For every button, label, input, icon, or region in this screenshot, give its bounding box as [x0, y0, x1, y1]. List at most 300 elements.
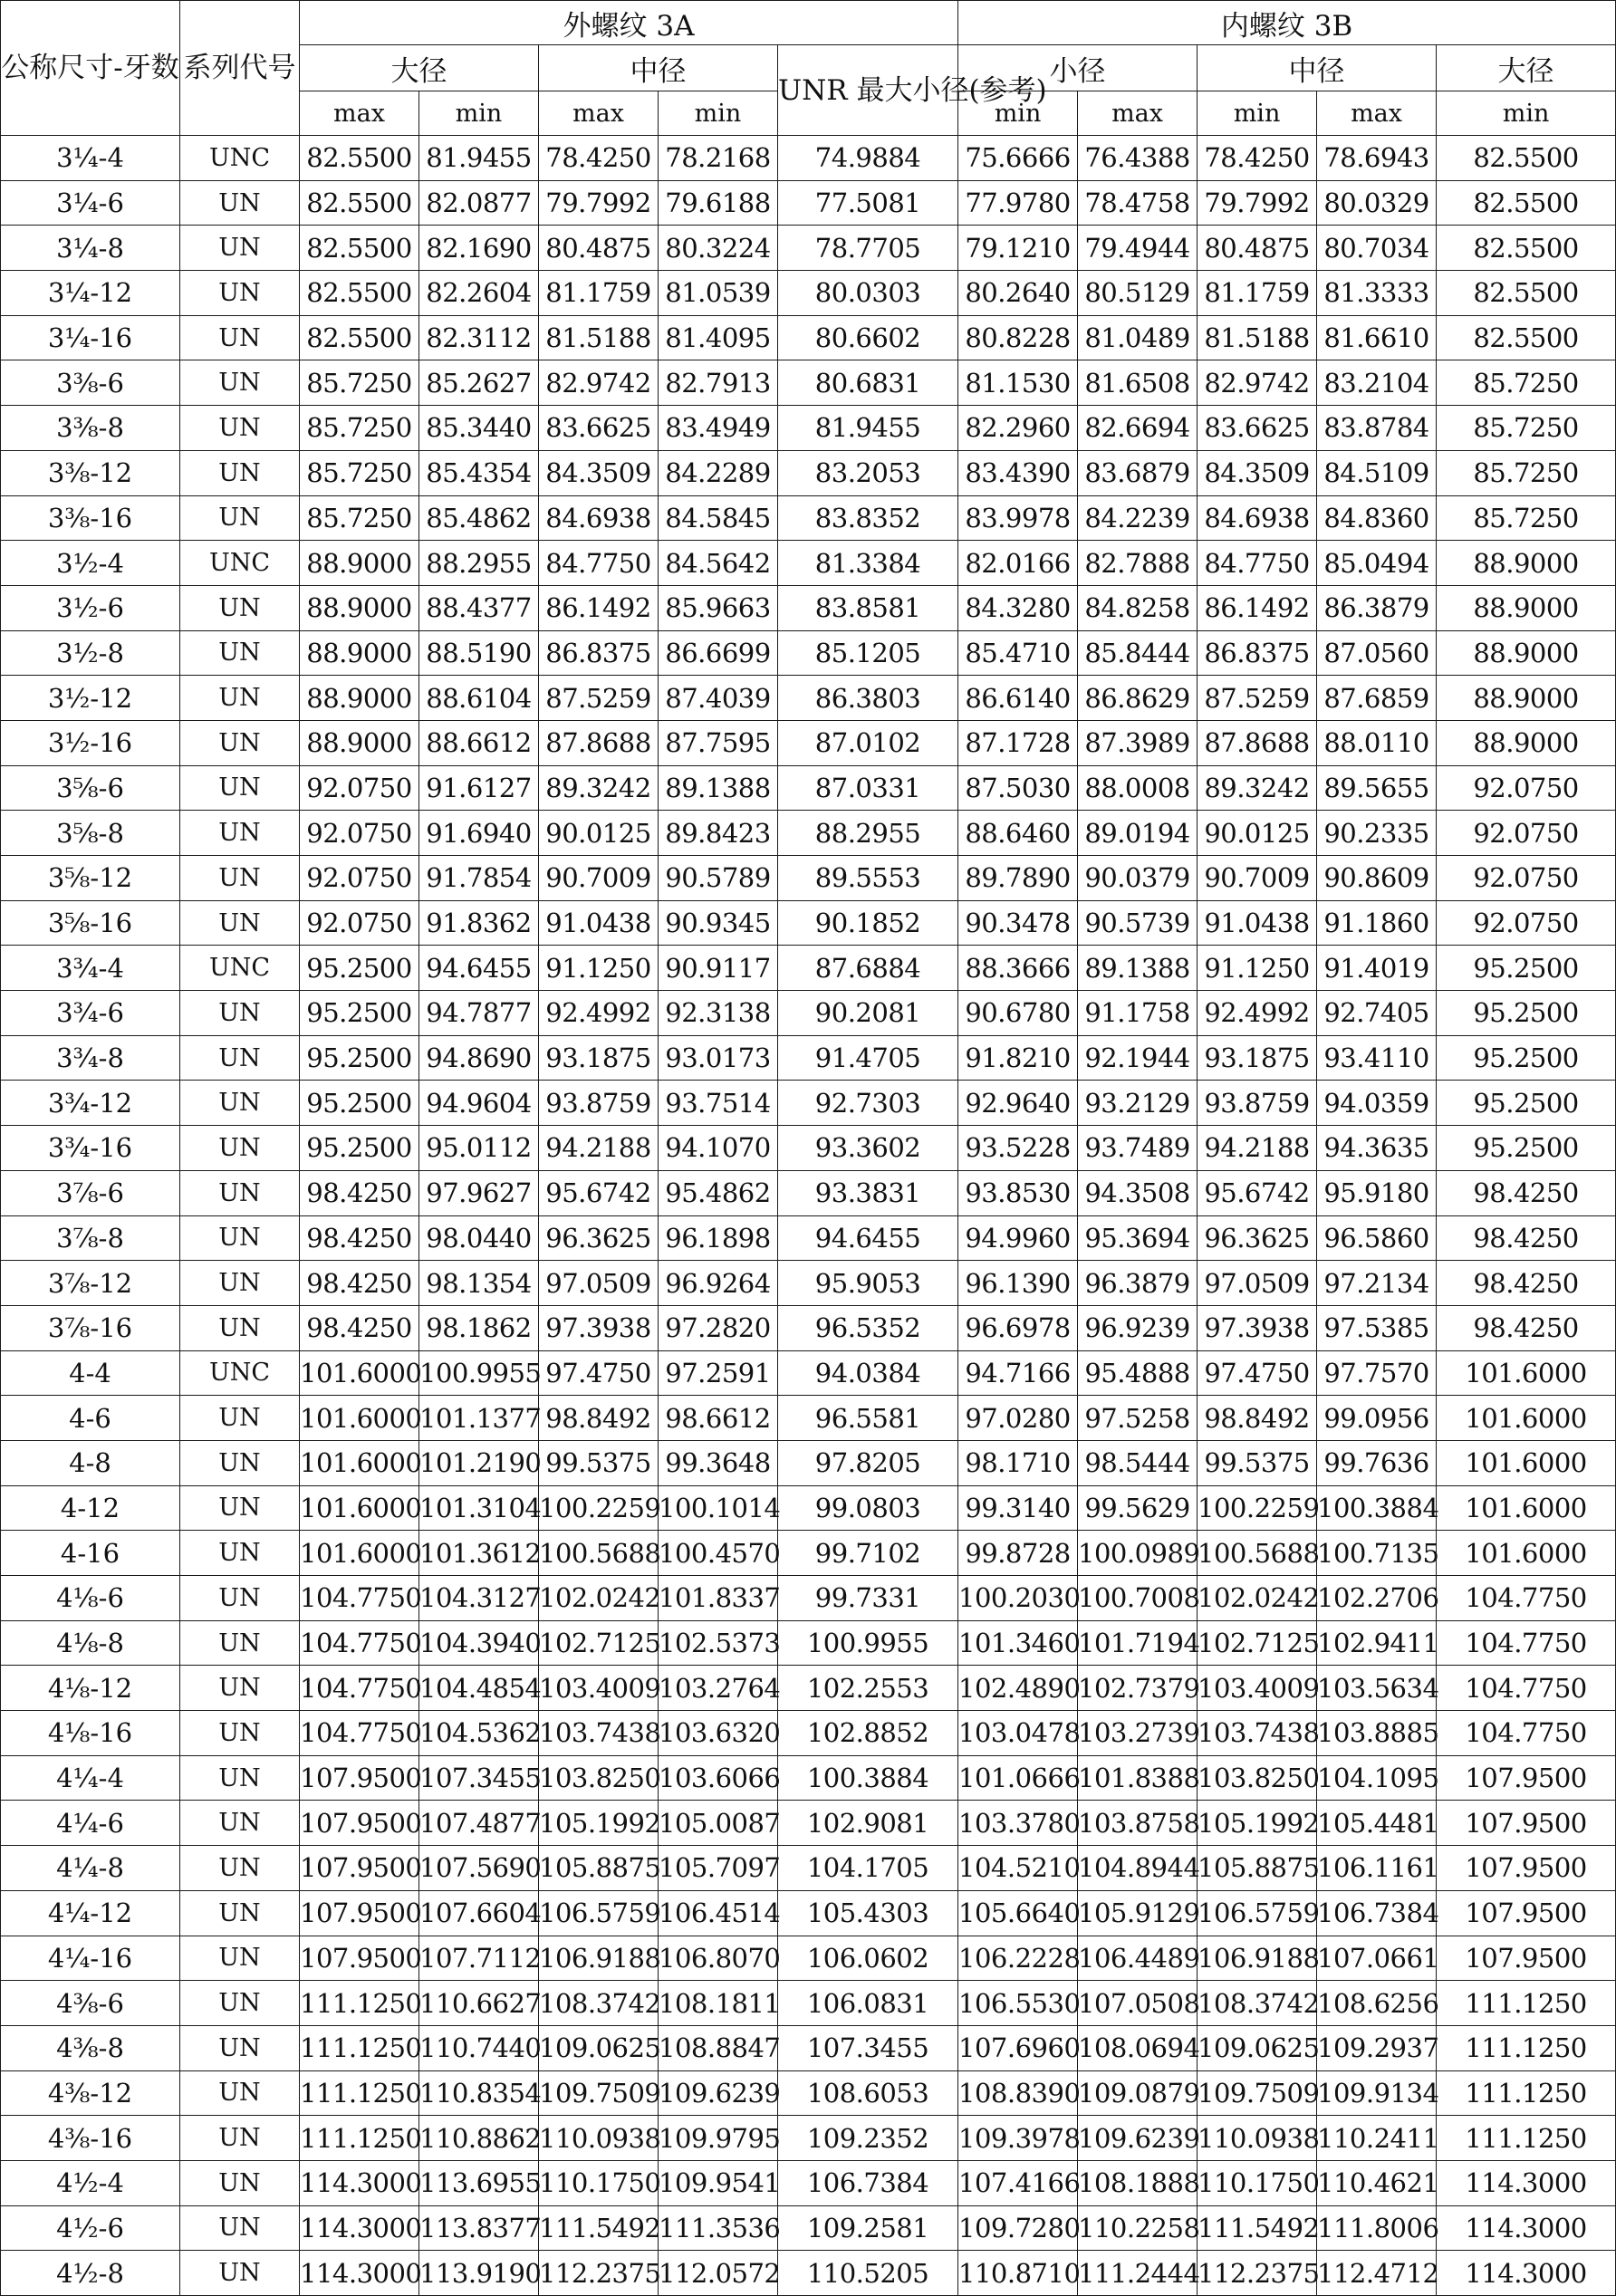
cell-ext-major-min: 107.4877: [419, 1801, 539, 1846]
cell-ext-pitch-min: 81.4095: [659, 315, 778, 360]
cell-int-minor-max: 101.7194: [1078, 1620, 1198, 1666]
cell-ext-major-min: 82.3112: [419, 315, 539, 360]
table-row: [1, 2205, 1616, 2251]
cell-ext-major-min: 104.3940: [419, 1620, 539, 1666]
cell-ext-pitch-min: 103.2764: [659, 1666, 778, 1711]
cell-ext-major-min: 104.3127: [419, 1576, 539, 1621]
cell-int-major-min: 101.6000: [1437, 1440, 1616, 1485]
cell-ext-major-max: 98.4250: [300, 1170, 419, 1215]
cell-ext-pitch-max: 97.3938: [539, 1305, 659, 1350]
cell-int-minor-max: 108.0694: [1078, 2025, 1198, 2070]
cell-ext-pitch-min: 109.9795: [659, 2116, 778, 2161]
cell-size: 3⅞-8: [1, 1215, 180, 1261]
cell-unr-minor-max: 102.2553: [778, 1666, 958, 1711]
table-body: [1, 136, 1616, 2296]
cell-int-minor-max: 79.4944: [1078, 226, 1198, 271]
cell-series: UN: [180, 1081, 300, 1126]
cell-int-minor-min: 98.1710: [958, 1440, 1078, 1485]
cell-unr-minor-max: 83.8581: [778, 585, 958, 630]
cell-unr-minor-max: 110.5205: [778, 2251, 958, 2296]
cell-int-minor-min: 102.4890: [958, 1666, 1078, 1711]
cell-ext-pitch-max: 84.3509: [539, 450, 659, 495]
cell-ext-pitch-max: 103.8250: [539, 1755, 659, 1801]
cell-int-minor-min: 99.3140: [958, 1485, 1078, 1531]
cell-int-minor-max: 76.4388: [1078, 136, 1198, 181]
cell-int-pitch-min: 83.6625: [1198, 406, 1317, 451]
cell-int-pitch-min: 94.2188: [1198, 1126, 1317, 1171]
cell-int-pitch-min: 93.1875: [1198, 1035, 1317, 1081]
cell-int-minor-max: 88.0008: [1078, 765, 1198, 811]
cell-int-major-min: 82.5500: [1437, 271, 1616, 316]
cell-int-pitch-max: 78.6943: [1317, 136, 1437, 181]
cell-ext-major-min: 88.6612: [419, 720, 539, 765]
cell-int-pitch-min: 106.9188: [1198, 1936, 1317, 1981]
cell-size: 3⅜-12: [1, 450, 180, 495]
cell-int-major-min: 104.7750: [1437, 1620, 1616, 1666]
cell-int-pitch-max: 81.3333: [1317, 271, 1437, 316]
cell-int-minor-min: 80.8228: [958, 315, 1078, 360]
cell-size: 4-4: [1, 1350, 180, 1396]
cell-ext-major-min: 82.0877: [419, 180, 539, 226]
cell-int-pitch-max: 97.2134: [1317, 1261, 1437, 1306]
cell-ext-major-min: 101.3104: [419, 1485, 539, 1531]
cell-ext-pitch-max: 94.2188: [539, 1126, 659, 1171]
cell-int-minor-max: 102.7379: [1078, 1666, 1198, 1711]
cell-size: 4-12: [1, 1485, 180, 1531]
cell-ext-pitch-max: 92.4992: [539, 991, 659, 1036]
cell-int-minor-max: 82.7888: [1078, 541, 1198, 586]
header-ext-major-max: max: [300, 91, 419, 136]
cell-ext-pitch-max: 93.1875: [539, 1035, 659, 1081]
cell-int-pitch-max: 92.7405: [1317, 991, 1437, 1036]
cell-ext-major-max: 88.9000: [300, 720, 419, 765]
cell-int-pitch-max: 89.5655: [1317, 765, 1437, 811]
table-row: [1, 1576, 1616, 1621]
cell-int-minor-min: 90.3478: [958, 900, 1078, 946]
cell-ext-pitch-max: 91.0438: [539, 900, 659, 946]
cell-int-minor-max: 90.5739: [1078, 900, 1198, 946]
cell-ext-major-min: 91.8362: [419, 900, 539, 946]
cell-ext-major-max: 85.7250: [300, 360, 419, 406]
cell-int-minor-max: 109.6239: [1078, 2116, 1198, 2161]
cell-int-major-min: 95.2500: [1437, 946, 1616, 991]
table-row: [1, 1081, 1616, 1126]
cell-int-pitch-max: 106.7384: [1317, 1890, 1437, 1936]
cell-unr-minor-max: 80.6831: [778, 360, 958, 406]
cell-ext-major-min: 88.5190: [419, 630, 539, 676]
cell-int-major-min: 111.1250: [1437, 1981, 1616, 2026]
cell-unr-minor-max: 92.7303: [778, 1081, 958, 1126]
table-row: [1, 1215, 1616, 1261]
cell-int-pitch-min: 105.8875: [1198, 1846, 1317, 1891]
cell-int-pitch-min: 86.8375: [1198, 630, 1317, 676]
cell-ext-pitch-min: 106.4514: [659, 1890, 778, 1936]
cell-ext-pitch-min: 97.2591: [659, 1350, 778, 1396]
cell-unr-minor-max: 80.6602: [778, 315, 958, 360]
table-row: [1, 1890, 1616, 1936]
cell-series: UN: [180, 315, 300, 360]
cell-int-pitch-min: 90.7009: [1198, 856, 1317, 901]
cell-ext-major-max: 88.9000: [300, 541, 419, 586]
cell-size: 3⅝-16: [1, 900, 180, 946]
cell-int-minor-min: 106.2228: [958, 1936, 1078, 1981]
cell-int-pitch-min: 100.5688: [1198, 1531, 1317, 1576]
cell-int-pitch-max: 100.7135: [1317, 1531, 1437, 1576]
cell-int-pitch-max: 105.4481: [1317, 1801, 1437, 1846]
cell-int-pitch-max: 85.0494: [1317, 541, 1437, 586]
cell-int-pitch-max: 91.4019: [1317, 946, 1437, 991]
cell-int-minor-max: 84.2239: [1078, 495, 1198, 541]
cell-unr-minor-max: 83.8352: [778, 495, 958, 541]
cell-series: UN: [180, 450, 300, 495]
cell-series: UN: [180, 1620, 300, 1666]
cell-series: UN: [180, 2251, 300, 2296]
table-row: [1, 1396, 1616, 1441]
cell-int-minor-max: 82.6694: [1078, 406, 1198, 451]
cell-int-pitch-max: 110.4621: [1317, 2160, 1437, 2205]
cell-int-major-min: 104.7750: [1437, 1711, 1616, 1756]
cell-ext-pitch-min: 94.1070: [659, 1126, 778, 1171]
cell-int-minor-min: 75.6666: [958, 136, 1078, 181]
cell-int-pitch-min: 103.8250: [1198, 1755, 1317, 1801]
cell-ext-major-max: 88.9000: [300, 630, 419, 676]
cell-series: UN: [180, 1261, 300, 1306]
cell-size: 3½-16: [1, 720, 180, 765]
table-row: [1, 2116, 1616, 2161]
cell-ext-pitch-max: 93.8759: [539, 1081, 659, 1126]
cell-int-pitch-max: 108.6256: [1317, 1981, 1437, 2026]
cell-int-major-min: 104.7750: [1437, 1666, 1616, 1711]
cell-int-major-min: 82.5500: [1437, 136, 1616, 181]
cell-size: 4½-4: [1, 2160, 180, 2205]
cell-int-minor-min: 103.0478: [958, 1711, 1078, 1756]
cell-int-pitch-min: 99.5375: [1198, 1440, 1317, 1485]
cell-int-major-min: 107.9500: [1437, 1936, 1616, 1981]
cell-int-pitch-min: 96.3625: [1198, 1215, 1317, 1261]
cell-int-minor-max: 96.9239: [1078, 1305, 1198, 1350]
cell-int-major-min: 92.0750: [1437, 765, 1616, 811]
cell-ext-major-min: 100.9955: [419, 1350, 539, 1396]
cell-int-minor-max: 103.2739: [1078, 1711, 1198, 1756]
cell-ext-major-min: 94.7877: [419, 991, 539, 1036]
cell-series: UN: [180, 900, 300, 946]
cell-int-minor-max: 108.1888: [1078, 2160, 1198, 2205]
cell-series: UN: [180, 1801, 300, 1846]
cell-int-minor-max: 98.5444: [1078, 1440, 1198, 1485]
cell-int-minor-max: 91.1758: [1078, 991, 1198, 1036]
table-row: [1, 630, 1616, 676]
cell-series: UN: [180, 720, 300, 765]
cell-int-major-min: 95.2500: [1437, 991, 1616, 1036]
cell-ext-pitch-min: 96.1898: [659, 1215, 778, 1261]
cell-ext-major-min: 110.6627: [419, 1981, 539, 2026]
cell-int-minor-max: 94.3508: [1078, 1170, 1198, 1215]
cell-size: 4⅜-8: [1, 2025, 180, 2070]
table-row: [1, 1305, 1616, 1350]
cell-int-minor-max: 89.0194: [1078, 811, 1198, 856]
cell-ext-pitch-min: 93.7514: [659, 1081, 778, 1126]
cell-int-pitch-min: 80.4875: [1198, 226, 1317, 271]
cell-unr-minor-max: 83.2053: [778, 450, 958, 495]
cell-unr-minor-max: 90.1852: [778, 900, 958, 946]
table-row: [1, 315, 1616, 360]
cell-int-pitch-min: 103.4009: [1198, 1666, 1317, 1711]
cell-ext-major-max: 88.9000: [300, 585, 419, 630]
cell-ext-pitch-min: 78.2168: [659, 136, 778, 181]
cell-ext-major-min: 94.8690: [419, 1035, 539, 1081]
header-int-pitch-max: max: [1317, 91, 1437, 136]
cell-ext-major-min: 88.4377: [419, 585, 539, 630]
cell-ext-major-min: 82.1690: [419, 226, 539, 271]
cell-int-minor-min: 82.2960: [958, 406, 1078, 451]
cell-ext-major-max: 107.9500: [300, 1890, 419, 1936]
cell-int-minor-min: 83.9978: [958, 495, 1078, 541]
cell-ext-pitch-min: 90.9117: [659, 946, 778, 991]
cell-size: 3¼-16: [1, 315, 180, 360]
cell-int-pitch-max: 91.1860: [1317, 900, 1437, 946]
cell-ext-major-max: 95.2500: [300, 1126, 419, 1171]
cell-int-pitch-min: 110.1750: [1198, 2160, 1317, 2205]
cell-ext-pitch-max: 91.1250: [539, 946, 659, 991]
table-row: [1, 2160, 1616, 2205]
cell-ext-major-max: 114.3000: [300, 2160, 419, 2205]
cell-ext-major-max: 82.5500: [300, 226, 419, 271]
cell-int-major-min: 111.1250: [1437, 2025, 1616, 2070]
cell-series: UN: [180, 811, 300, 856]
cell-ext-major-max: 104.7750: [300, 1576, 419, 1621]
cell-ext-pitch-min: 111.3536: [659, 2205, 778, 2251]
cell-int-minor-max: 95.4888: [1078, 1350, 1198, 1396]
cell-ext-major-min: 91.7854: [419, 856, 539, 901]
table-header: [1, 1, 1616, 136]
cell-series: UN: [180, 271, 300, 316]
cell-ext-major-max: 88.9000: [300, 676, 419, 721]
cell-int-pitch-max: 107.0661: [1317, 1936, 1437, 1981]
cell-int-pitch-max: 99.0956: [1317, 1396, 1437, 1441]
cell-int-major-min: 111.1250: [1437, 2116, 1616, 2161]
cell-series: UN: [180, 180, 300, 226]
cell-ext-pitch-max: 84.6938: [539, 495, 659, 541]
cell-series: UN: [180, 856, 300, 901]
cell-ext-major-max: 114.3000: [300, 2205, 419, 2251]
cell-ext-pitch-max: 79.7992: [539, 180, 659, 226]
cell-int-pitch-max: 109.9134: [1317, 2070, 1437, 2116]
table-row: [1, 811, 1616, 856]
cell-int-pitch-min: 79.7992: [1198, 180, 1317, 226]
cell-unr-minor-max: 87.0331: [778, 765, 958, 811]
cell-int-minor-max: 106.4489: [1078, 1936, 1198, 1981]
cell-int-pitch-max: 99.7636: [1317, 1440, 1437, 1485]
cell-ext-pitch-min: 108.8847: [659, 2025, 778, 2070]
cell-ext-major-max: 107.9500: [300, 1846, 419, 1891]
table-row: [1, 720, 1616, 765]
cell-int-minor-max: 80.5129: [1078, 271, 1198, 316]
cell-int-minor-max: 93.2129: [1078, 1081, 1198, 1126]
cell-unr-minor-max: 100.9955: [778, 1620, 958, 1666]
cell-ext-major-max: 85.7250: [300, 450, 419, 495]
cell-int-minor-min: 88.3666: [958, 946, 1078, 991]
table-row: [1, 2025, 1616, 2070]
cell-ext-pitch-max: 87.8688: [539, 720, 659, 765]
cell-ext-pitch-max: 111.5492: [539, 2205, 659, 2251]
cell-size: 3⅞-12: [1, 1261, 180, 1306]
cell-ext-major-min: 98.1862: [419, 1305, 539, 1350]
header-series: 系列代号: [180, 1, 300, 136]
cell-ext-major-max: 82.5500: [300, 180, 419, 226]
cell-int-minor-max: 104.8944: [1078, 1846, 1198, 1891]
table-row: [1, 1755, 1616, 1801]
cell-ext-pitch-min: 95.4862: [659, 1170, 778, 1215]
table-row: [1, 406, 1616, 451]
table-row: [1, 1801, 1616, 1846]
cell-ext-major-min: 110.7440: [419, 2025, 539, 2070]
cell-int-minor-max: 93.7489: [1078, 1126, 1198, 1171]
cell-int-pitch-max: 90.8609: [1317, 856, 1437, 901]
cell-int-minor-max: 92.1944: [1078, 1035, 1198, 1081]
cell-ext-major-max: 111.1250: [300, 2025, 419, 2070]
cell-ext-major-max: 92.0750: [300, 900, 419, 946]
cell-unr-minor-max: 106.0602: [778, 1936, 958, 1981]
cell-ext-pitch-min: 106.8070: [659, 1936, 778, 1981]
cell-int-pitch-max: 95.9180: [1317, 1170, 1437, 1215]
cell-ext-major-min: 101.1377: [419, 1396, 539, 1441]
cell-ext-pitch-min: 97.2820: [659, 1305, 778, 1350]
table-row: [1, 676, 1616, 721]
cell-int-minor-min: 82.0166: [958, 541, 1078, 586]
cell-ext-pitch-max: 106.5759: [539, 1890, 659, 1936]
cell-unr-minor-max: 99.0803: [778, 1485, 958, 1531]
cell-size: 3½-12: [1, 676, 180, 721]
cell-ext-pitch-max: 105.1992: [539, 1801, 659, 1846]
cell-ext-pitch-min: 92.3138: [659, 991, 778, 1036]
cell-int-major-min: 88.9000: [1437, 541, 1616, 586]
cell-int-minor-min: 83.4390: [958, 450, 1078, 495]
cell-int-pitch-max: 80.0329: [1317, 180, 1437, 226]
table-row: [1, 1035, 1616, 1081]
header-int-major: 大径: [1437, 45, 1616, 91]
cell-series: UN: [180, 1936, 300, 1981]
cell-int-major-min: 88.9000: [1437, 676, 1616, 721]
cell-ext-pitch-max: 112.2375: [539, 2251, 659, 2296]
cell-ext-pitch-min: 99.3648: [659, 1440, 778, 1485]
cell-size: 4-8: [1, 1440, 180, 1485]
cell-int-minor-max: 87.3989: [1078, 720, 1198, 765]
cell-ext-pitch-min: 102.5373: [659, 1620, 778, 1666]
cell-int-major-min: 95.2500: [1437, 1081, 1616, 1126]
cell-ext-major-max: 107.9500: [300, 1755, 419, 1801]
cell-ext-pitch-max: 89.3242: [539, 765, 659, 811]
cell-int-major-min: 107.9500: [1437, 1846, 1616, 1891]
cell-ext-pitch-max: 86.8375: [539, 630, 659, 676]
cell-ext-pitch-max: 81.1759: [539, 271, 659, 316]
cell-ext-major-max: 101.6000: [300, 1440, 419, 1485]
table-row: [1, 946, 1616, 991]
cell-unr-minor-max: 106.7384: [778, 2160, 958, 2205]
header-int-minor: 小径: [958, 45, 1198, 91]
cell-int-pitch-max: 80.7034: [1317, 226, 1437, 271]
cell-ext-pitch-max: 90.7009: [539, 856, 659, 901]
cell-int-major-min: 85.7250: [1437, 360, 1616, 406]
cell-size: 3¼-8: [1, 226, 180, 271]
cell-int-minor-min: 106.5530: [958, 1981, 1078, 2026]
cell-int-pitch-max: 87.0560: [1317, 630, 1437, 676]
cell-series: UN: [180, 1485, 300, 1531]
cell-series: UN: [180, 2160, 300, 2205]
cell-int-pitch-min: 97.0509: [1198, 1261, 1317, 1306]
cell-ext-pitch-min: 100.4570: [659, 1531, 778, 1576]
cell-int-pitch-max: 86.3879: [1317, 585, 1437, 630]
cell-int-minor-max: 84.8258: [1078, 585, 1198, 630]
cell-unr-minor-max: 85.1205: [778, 630, 958, 676]
cell-ext-major-min: 88.6104: [419, 676, 539, 721]
cell-series: UN: [180, 1576, 300, 1621]
header-ext-major-min: min: [419, 91, 539, 136]
cell-ext-pitch-min: 96.9264: [659, 1261, 778, 1306]
cell-int-pitch-min: 97.4750: [1198, 1350, 1317, 1396]
cell-int-minor-min: 96.6978: [958, 1305, 1078, 1350]
cell-size: 4½-6: [1, 2205, 180, 2251]
cell-ext-pitch-max: 102.7125: [539, 1620, 659, 1666]
cell-unr-minor-max: 78.7705: [778, 226, 958, 271]
cell-int-minor-max: 107.0508: [1078, 1981, 1198, 2026]
cell-unr-minor-max: 107.3455: [778, 2025, 958, 2070]
table-row: [1, 450, 1616, 495]
cell-size: 4¼-12: [1, 1890, 180, 1936]
table-row: [1, 1846, 1616, 1891]
cell-int-pitch-max: 106.1161: [1317, 1846, 1437, 1891]
cell-ext-pitch-min: 82.7913: [659, 360, 778, 406]
cell-series: UN: [180, 1890, 300, 1936]
cell-ext-pitch-max: 110.0938: [539, 2116, 659, 2161]
cell-size: 4-6: [1, 1396, 180, 1441]
cell-int-major-min: 95.2500: [1437, 1126, 1616, 1171]
cell-int-minor-min: 109.3978: [958, 2116, 1078, 2161]
cell-int-major-min: 82.5500: [1437, 226, 1616, 271]
cell-int-minor-max: 103.8758: [1078, 1801, 1198, 1846]
cell-ext-pitch-min: 84.2289: [659, 450, 778, 495]
cell-size: 3¾-6: [1, 991, 180, 1036]
cell-unr-minor-max: 105.4303: [778, 1890, 958, 1936]
cell-ext-pitch-min: 80.3224: [659, 226, 778, 271]
cell-size: 4⅜-6: [1, 1981, 180, 2026]
table-row: [1, 1981, 1616, 2026]
cell-int-minor-max: 89.1388: [1078, 946, 1198, 991]
cell-ext-major-max: 98.4250: [300, 1215, 419, 1261]
cell-ext-major-min: 81.9455: [419, 136, 539, 181]
cell-ext-major-max: 98.4250: [300, 1305, 419, 1350]
cell-int-minor-min: 101.0666: [958, 1755, 1078, 1801]
cell-size: 3½-8: [1, 630, 180, 676]
cell-int-minor-max: 99.5629: [1078, 1485, 1198, 1531]
cell-int-minor-min: 100.2030: [958, 1576, 1078, 1621]
cell-size: 4⅛-16: [1, 1711, 180, 1756]
cell-unr-minor-max: 95.9053: [778, 1261, 958, 1306]
cell-int-major-min: 114.3000: [1437, 2160, 1616, 2205]
table-row: [1, 2251, 1616, 2296]
cell-ext-pitch-min: 103.6066: [659, 1755, 778, 1801]
cell-ext-major-min: 85.2627: [419, 360, 539, 406]
cell-int-minor-max: 83.6879: [1078, 450, 1198, 495]
cell-series: UN: [180, 1215, 300, 1261]
header-size: 公称尺寸-牙数: [1, 1, 180, 136]
cell-ext-pitch-min: 86.6699: [659, 630, 778, 676]
table-row: [1, 1126, 1616, 1171]
cell-unr-minor-max: 108.6053: [778, 2070, 958, 2116]
cell-int-pitch-min: 81.5188: [1198, 315, 1317, 360]
cell-ext-major-min: 107.5690: [419, 1846, 539, 1891]
cell-int-major-min: 101.6000: [1437, 1531, 1616, 1576]
cell-series: UN: [180, 1035, 300, 1081]
